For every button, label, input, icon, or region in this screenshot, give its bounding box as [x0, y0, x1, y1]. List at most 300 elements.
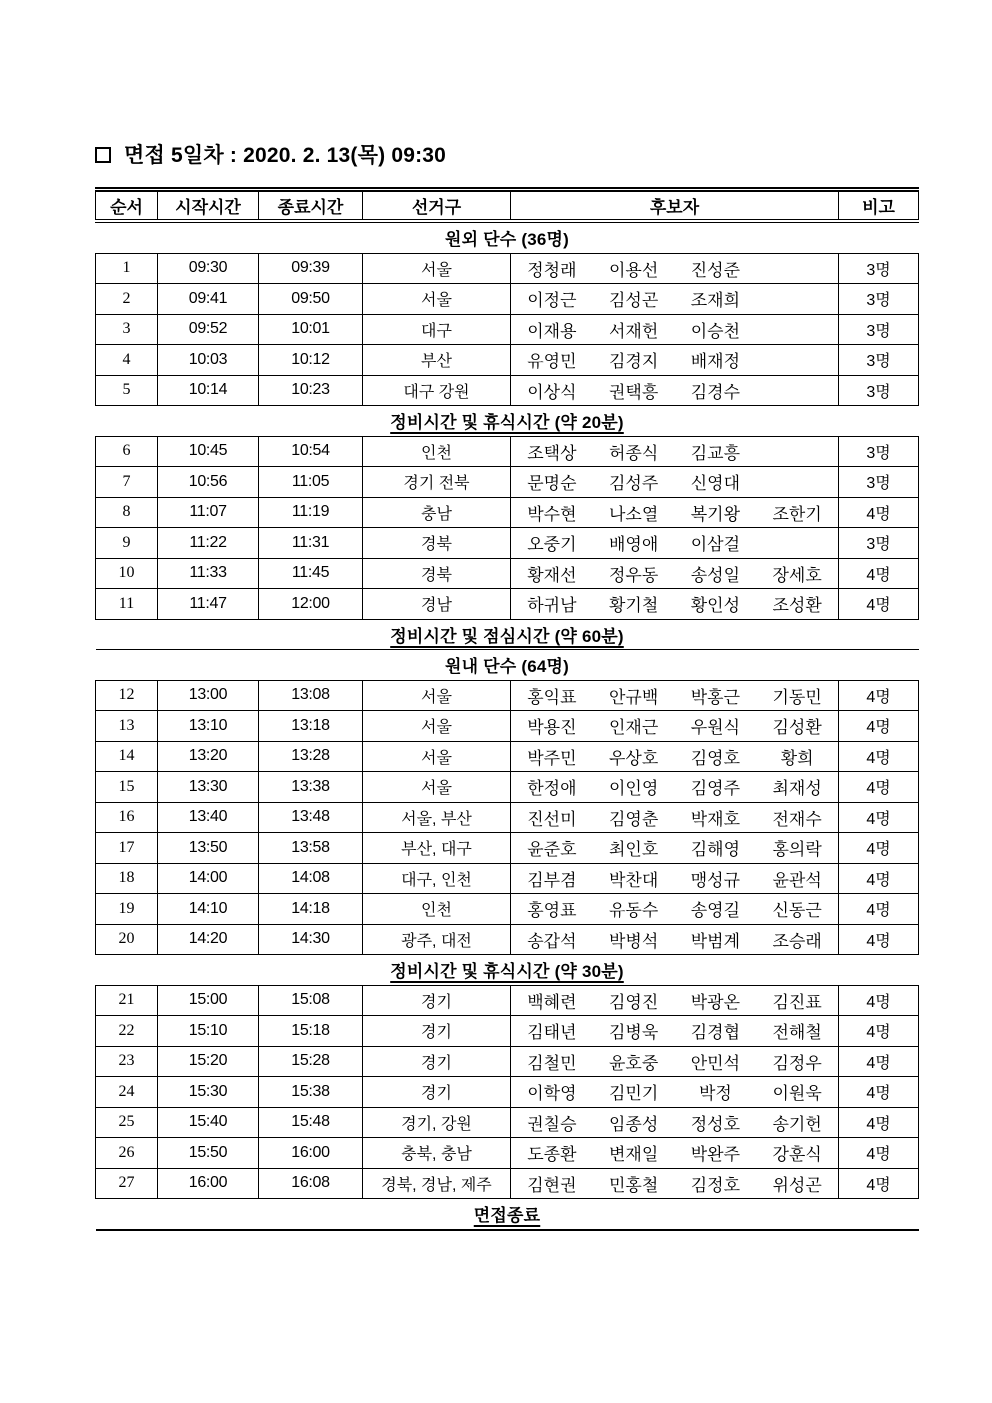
candidate-name: 박정: [698, 1084, 732, 1104]
candidate-name: 김영주: [690, 779, 741, 799]
candidate-name: 전해철: [772, 1023, 822, 1043]
candidate-name: 한정애: [527, 779, 577, 799]
candidate-name: 이승천: [690, 321, 741, 341]
candidate-name: 김병욱: [608, 1023, 659, 1043]
candidate-name: 맹성규: [690, 870, 741, 890]
order-cell: 24: [96, 1077, 158, 1108]
order-cell: 26: [96, 1138, 158, 1169]
candidate-name: 유영민: [527, 352, 577, 372]
candidates-cell: [511, 314, 839, 345]
candidates-cell: [511, 1046, 839, 1077]
section-cell: [96, 1199, 919, 1230]
schedule-row: [96, 924, 919, 955]
candidate-name: 홍영표: [527, 901, 577, 921]
candidate-grid: [511, 591, 838, 616]
note-cell: 3명: [839, 314, 919, 345]
candidate-name: 안규백: [608, 687, 659, 707]
note-cell: 4명: [839, 1077, 919, 1108]
document-title-text: 면접 5일차 : 2020. 2. 13(목) 09:30: [124, 144, 447, 167]
order-cell: 8: [96, 497, 158, 528]
end-time-cell: 09:39: [259, 253, 363, 284]
start-time-cell: 10:03: [158, 345, 259, 376]
candidates-cell: [511, 833, 839, 864]
candidates-cell: [511, 1016, 839, 1047]
start-time-cell: 14:10: [158, 894, 259, 925]
district-cell: 광주, 대전: [363, 924, 511, 955]
candidate-name: 김경지: [608, 352, 659, 372]
order-cell: 13: [96, 711, 158, 742]
candidate-grid: [511, 896, 838, 921]
candidate-grid: [511, 317, 838, 342]
candidate-name: 이정근: [527, 291, 577, 311]
candidate-name: 인재근: [608, 718, 659, 738]
end-time-cell: 11:19: [259, 497, 363, 528]
candidate-name: [756, 256, 838, 281]
order-cell: 11: [96, 589, 158, 620]
candidate-name: [756, 317, 838, 342]
district-cell: 인천: [363, 894, 511, 925]
candidates-cell: [511, 924, 839, 955]
start-time-cell: 13:50: [158, 833, 259, 864]
district-cell: 서울: [363, 772, 511, 803]
candidates-cell: [511, 741, 839, 772]
candidate-name: 정성호: [690, 1114, 741, 1134]
candidate-name: 황재선: [527, 565, 577, 585]
start-time-cell: 13:40: [158, 802, 259, 833]
candidate-name: 김정우: [772, 1053, 822, 1073]
candidate-name: 진성준: [690, 260, 741, 280]
candidate-name: 문명순: [527, 474, 577, 494]
document-title: [95, 141, 992, 167]
candidate-name: [756, 469, 838, 494]
section-label: 정비시간 및 휴식시간 (약 20분): [390, 413, 624, 433]
candidate-grid: [511, 378, 838, 403]
candidates-cell: [511, 1138, 839, 1169]
note-cell: 4명: [839, 802, 919, 833]
candidate-name: 김민기: [608, 1084, 659, 1104]
header-cell-district: 선거구: [363, 190, 511, 222]
note-cell: 4명: [839, 1168, 919, 1199]
candidate-name: 오중기: [527, 535, 577, 555]
note-cell: 4명: [839, 1107, 919, 1138]
table-header-row: [96, 190, 919, 222]
candidate-name: 황인성: [690, 596, 741, 616]
section-cell: [96, 221, 919, 253]
schedule-row: [96, 833, 919, 864]
candidate-name: 박수현: [527, 504, 577, 524]
header-cell-note: 비고: [839, 190, 919, 222]
candidate-grid: [511, 256, 838, 281]
end-time-cell: 14:08: [259, 863, 363, 894]
district-cell: 인천: [363, 436, 511, 467]
candidate-name: 홍의락: [772, 840, 822, 860]
candidate-name: 배영애: [608, 535, 659, 555]
candidate-name: 진선미: [527, 809, 577, 829]
district-cell: 서울: [363, 680, 511, 711]
order-cell: 25: [96, 1107, 158, 1138]
candidate-name: 변재일: [608, 1145, 659, 1165]
end-time-cell: 15:48: [259, 1107, 363, 1138]
candidate-name: 김영진: [608, 992, 659, 1012]
schedule-row: [96, 741, 919, 772]
start-time-cell: 11:22: [158, 528, 259, 559]
candidate-name: 황기철: [608, 596, 659, 616]
candidate-name: 김교흥: [690, 443, 741, 463]
candidate-name: 신영대: [690, 474, 741, 494]
header-cell-start-time: 시작시간: [158, 190, 259, 222]
candidate-name: 백혜련: [527, 992, 577, 1012]
start-time-cell: 15:20: [158, 1046, 259, 1077]
note-cell: 4명: [839, 894, 919, 925]
candidate-name: 조택상: [527, 443, 577, 463]
district-cell: 부산, 대구: [363, 833, 511, 864]
candidate-name: 이재용: [527, 321, 577, 341]
candidates-cell: [511, 1168, 839, 1199]
candidates-cell: [511, 497, 839, 528]
end-time-cell: 10:54: [259, 436, 363, 467]
schedule-row: [96, 467, 919, 498]
candidate-name: 김현권: [527, 1175, 577, 1195]
note-cell: 4명: [839, 863, 919, 894]
start-time-cell: 11:07: [158, 497, 259, 528]
note-cell: 3명: [839, 284, 919, 315]
start-time-cell: 16:00: [158, 1168, 259, 1199]
candidate-name: 김영춘: [608, 809, 659, 829]
note-cell: 3명: [839, 253, 919, 284]
end-time-cell: 15:08: [259, 985, 363, 1016]
note-cell: 4명: [839, 741, 919, 772]
candidate-name: 김부겸: [527, 870, 577, 890]
end-time-cell: 13:28: [259, 741, 363, 772]
candidate-name: [756, 530, 838, 555]
order-cell: 6: [96, 436, 158, 467]
candidate-grid: [511, 286, 838, 311]
note-cell: 4명: [839, 985, 919, 1016]
district-cell: 충남: [363, 497, 511, 528]
candidate-name: 김철민: [527, 1053, 577, 1073]
schedule-row: [96, 985, 919, 1016]
note-cell: 3명: [839, 436, 919, 467]
district-cell: 경기, 강원: [363, 1107, 511, 1138]
candidate-name: 권칠승: [527, 1114, 577, 1134]
section-cell: [96, 406, 919, 437]
candidate-name: 나소열: [608, 504, 659, 524]
candidate-grid: [511, 500, 838, 525]
candidate-name: 김성곤: [608, 291, 659, 311]
schedule-row: [96, 894, 919, 925]
section-cell: [96, 955, 919, 986]
order-cell: 3: [96, 314, 158, 345]
square-bullet-icon: [95, 147, 111, 163]
schedule-table-body: [96, 221, 919, 1230]
start-time-cell: 09:30: [158, 253, 259, 284]
order-cell: 7: [96, 467, 158, 498]
district-cell: 경기: [363, 1046, 511, 1077]
candidate-name: 박재호: [690, 809, 741, 829]
candidates-cell: [511, 802, 839, 833]
start-time-cell: 15:10: [158, 1016, 259, 1047]
candidate-name: 배재정: [690, 352, 741, 372]
candidate-name: 송성일: [690, 565, 741, 585]
candidate-grid: [511, 805, 838, 830]
order-cell: 23: [96, 1046, 158, 1077]
candidate-grid: [511, 866, 838, 891]
order-cell: 20: [96, 924, 158, 955]
candidate-name: 이용선: [608, 260, 659, 280]
schedule-row: [96, 284, 919, 315]
end-time-cell: 13:18: [259, 711, 363, 742]
section-cell: [96, 650, 919, 681]
candidate-name: 하귀남: [527, 596, 577, 616]
district-cell: 경기: [363, 1077, 511, 1108]
candidate-name: 박완주: [690, 1145, 741, 1165]
start-time-cell: 10:45: [158, 436, 259, 467]
candidate-name: 도종환: [527, 1145, 577, 1165]
candidate-name: 홍익표: [527, 687, 577, 707]
schedule-row: [96, 1046, 919, 1077]
district-cell: 충북, 충남: [363, 1138, 511, 1169]
schedule-row: [96, 497, 919, 528]
schedule-row: [96, 863, 919, 894]
candidates-cell: [511, 1077, 839, 1108]
start-time-cell: 14:20: [158, 924, 259, 955]
candidates-cell: [511, 284, 839, 315]
district-cell: 대구, 인천: [363, 863, 511, 894]
candidate-name: 우원식: [690, 718, 741, 738]
candidates-cell: [511, 436, 839, 467]
candidate-name: 허종식: [608, 443, 659, 463]
note-cell: 4명: [839, 711, 919, 742]
order-cell: 10: [96, 558, 158, 589]
start-time-cell: 13:10: [158, 711, 259, 742]
district-cell: 서울: [363, 711, 511, 742]
note-cell: 4명: [839, 1046, 919, 1077]
order-cell: 14: [96, 741, 158, 772]
schedule-row: [96, 711, 919, 742]
candidates-cell: [511, 863, 839, 894]
candidate-name: 김정호: [690, 1175, 741, 1195]
note-cell: 4명: [839, 1016, 919, 1047]
candidate-name: 박용진: [527, 718, 577, 738]
district-cell: 경북: [363, 558, 511, 589]
candidate-name: 송갑석: [527, 931, 577, 951]
candidate-name: 최인호: [608, 840, 659, 860]
candidate-name: 김태년: [527, 1023, 577, 1043]
district-cell: 대구 강원: [363, 375, 511, 406]
candidate-name: 조한기: [772, 504, 822, 524]
end-time-cell: 13:58: [259, 833, 363, 864]
candidate-name: 김경수: [690, 382, 741, 402]
district-cell: 경기 전북: [363, 467, 511, 498]
candidate-name: 박찬대: [608, 870, 659, 890]
section-row: [96, 221, 919, 253]
candidate-name: 윤준호: [527, 840, 577, 860]
candidate-grid: [511, 530, 838, 555]
order-cell: 22: [96, 1016, 158, 1047]
candidates-cell: [511, 772, 839, 803]
candidate-grid: [511, 1110, 838, 1135]
schedule-row: [96, 1168, 919, 1199]
start-time-cell: 10:14: [158, 375, 259, 406]
candidates-cell: [511, 589, 839, 620]
header-cell-candidates: 후보자: [511, 190, 839, 222]
note-cell: 3명: [839, 528, 919, 559]
section-cell: [96, 619, 919, 650]
district-cell: 부산: [363, 345, 511, 376]
candidate-name: 이삼걸: [690, 535, 741, 555]
note-cell: 3명: [839, 345, 919, 376]
end-time-cell: 15:38: [259, 1077, 363, 1108]
candidate-name: 임종성: [608, 1114, 659, 1134]
candidate-name: 박범계: [690, 931, 741, 951]
candidate-grid: [511, 1018, 838, 1043]
section-label: 원내 단수 (64명): [445, 657, 569, 677]
start-time-cell: 13:20: [158, 741, 259, 772]
candidate-name: [756, 439, 838, 464]
start-time-cell: 15:30: [158, 1077, 259, 1108]
end-time-cell: 09:50: [259, 284, 363, 315]
end-time-cell: 15:18: [259, 1016, 363, 1047]
candidate-name: 송영길: [690, 901, 741, 921]
end-time-cell: 14:30: [259, 924, 363, 955]
candidate-name: 박주민: [527, 748, 577, 768]
candidates-cell: [511, 558, 839, 589]
order-cell: 12: [96, 680, 158, 711]
schedule-row: [96, 558, 919, 589]
candidates-cell: [511, 528, 839, 559]
candidate-name: 민홍철: [608, 1175, 659, 1195]
candidate-name: [756, 347, 838, 372]
candidates-cell: [511, 985, 839, 1016]
start-time-cell: 14:00: [158, 863, 259, 894]
candidate-grid: [511, 683, 838, 708]
schedule-row: [96, 345, 919, 376]
candidate-name: 박홍근: [690, 687, 741, 707]
district-cell: 경기: [363, 1016, 511, 1047]
note-cell: 4명: [839, 680, 919, 711]
candidate-grid: [511, 561, 838, 586]
candidates-cell: [511, 1107, 839, 1138]
schedule-row: [96, 589, 919, 620]
interview-schedule-table: [95, 187, 919, 1231]
note-cell: 4명: [839, 1138, 919, 1169]
header-cell-end-time: 종료시간: [259, 190, 363, 222]
candidate-grid: [511, 347, 838, 372]
end-time-cell: 14:18: [259, 894, 363, 925]
start-time-cell: 10:56: [158, 467, 259, 498]
section-row: [96, 1199, 919, 1230]
district-cell: 경북, 경남, 제주: [363, 1168, 511, 1199]
candidate-name: 우상호: [608, 748, 659, 768]
start-time-cell: 15:40: [158, 1107, 259, 1138]
candidate-name: [756, 286, 838, 311]
candidates-cell: [511, 894, 839, 925]
candidate-name: 김영호: [690, 748, 741, 768]
candidate-name: 김경협: [690, 1023, 741, 1043]
end-time-cell: 16:00: [259, 1138, 363, 1169]
candidate-grid: [511, 835, 838, 860]
district-cell: 서울: [363, 284, 511, 315]
candidate-name: 이인영: [608, 779, 659, 799]
candidates-cell: [511, 375, 839, 406]
schedule-row: [96, 1016, 919, 1047]
note-cell: 4명: [839, 772, 919, 803]
header-cell-order: 순서: [96, 190, 158, 222]
end-time-cell: 16:08: [259, 1168, 363, 1199]
end-time-cell: 12:00: [259, 589, 363, 620]
schedule-row: [96, 436, 919, 467]
note-cell: 4명: [839, 924, 919, 955]
candidate-name: 김진표: [772, 992, 822, 1012]
section-label: 면접종료: [473, 1206, 541, 1226]
candidates-cell: [511, 253, 839, 284]
candidate-name: 조재희: [690, 291, 741, 311]
end-time-cell: 10:12: [259, 345, 363, 376]
candidate-name: 조성환: [772, 596, 822, 616]
candidate-name: 강훈식: [772, 1145, 822, 1165]
note-cell: 4명: [839, 558, 919, 589]
candidate-name: 안민석: [690, 1053, 741, 1073]
end-time-cell: 11:31: [259, 528, 363, 559]
district-cell: 서울: [363, 253, 511, 284]
candidate-name: 윤호중: [608, 1053, 659, 1073]
candidate-name: 유동수: [608, 901, 659, 921]
candidate-name: 정청래: [527, 260, 577, 280]
start-time-cell: 11:33: [158, 558, 259, 589]
candidate-name: 장세호: [772, 565, 822, 585]
end-time-cell: 11:45: [259, 558, 363, 589]
note-cell: 3명: [839, 375, 919, 406]
candidate-grid: [511, 774, 838, 799]
candidate-grid: [511, 439, 838, 464]
candidates-cell: [511, 680, 839, 711]
candidate-grid: [511, 1140, 838, 1165]
section-row: [96, 406, 919, 437]
order-cell: 19: [96, 894, 158, 925]
candidates-cell: [511, 467, 839, 498]
candidate-name: 김해영: [690, 840, 741, 860]
start-time-cell: 09:52: [158, 314, 259, 345]
order-cell: 1: [96, 253, 158, 284]
section-label: 정비시간 및 휴식시간 (약 30분): [390, 962, 624, 982]
candidate-name: 이학영: [527, 1084, 577, 1104]
candidate-grid: [511, 927, 838, 952]
section-row: [96, 955, 919, 986]
district-cell: 경남: [363, 589, 511, 620]
candidate-name: 윤관석: [772, 870, 822, 890]
candidate-name: 복기왕: [690, 504, 741, 524]
schedule-row: [96, 1077, 919, 1108]
schedule-row: [96, 1107, 919, 1138]
end-time-cell: 10:01: [259, 314, 363, 345]
section-row: [96, 650, 919, 681]
candidate-name: 전재수: [772, 809, 822, 829]
candidate-name: 이원욱: [772, 1084, 822, 1104]
candidate-name: 위성곤: [772, 1175, 822, 1195]
district-cell: 서울, 부산: [363, 802, 511, 833]
start-time-cell: 11:47: [158, 589, 259, 620]
candidate-grid: [511, 1171, 838, 1196]
start-time-cell: 15:50: [158, 1138, 259, 1169]
order-cell: 21: [96, 985, 158, 1016]
candidates-cell: [511, 345, 839, 376]
order-cell: 17: [96, 833, 158, 864]
start-time-cell: 13:00: [158, 680, 259, 711]
district-cell: 대구: [363, 314, 511, 345]
candidate-name: 권택흥: [608, 382, 659, 402]
start-time-cell: 15:00: [158, 985, 259, 1016]
order-cell: 5: [96, 375, 158, 406]
